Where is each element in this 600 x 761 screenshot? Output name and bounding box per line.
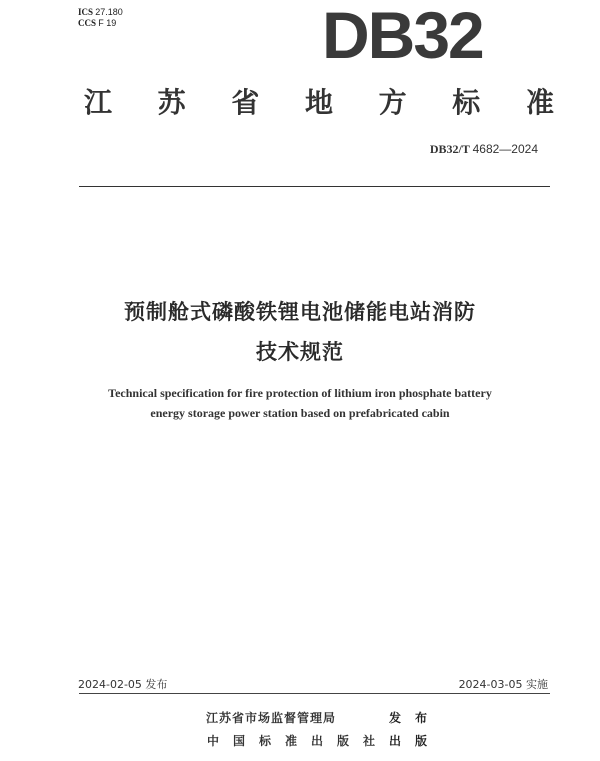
classification-codes [78,7,123,29]
publish-action: 出版 [389,734,442,748]
publish-date: 2024-02-05 发布 [78,678,168,691]
title-en-line2: energy storage power station based on prefabricated cabin [150,406,450,420]
title-cn-line1: 预制舱式磷酸铁锂电池储能电站消防 [124,300,476,324]
ccs-label: CCS [78,18,97,28]
standard-char: 地 [304,86,333,119]
standard-char: 江 [84,86,113,119]
implement-date: 2024-03-05 实施 [458,678,548,691]
ics-code: 27.180 [95,7,123,17]
standard-type-title [84,85,554,121]
standard-char: 苏 [157,86,186,119]
standard-number [430,142,538,157]
title-en-line1: Technical specification for fire protection of lithium iron phosphate battery [108,386,492,400]
standard-char: 省 [231,86,260,119]
ics-label: ICS [78,7,94,17]
standard-number-prefix: DB32/T [429,142,470,156]
issue-action: 发布 [389,711,442,725]
publisher: 中国标准出版社 [207,734,390,748]
standard-number-digits: 4682—2024 [472,142,538,156]
standard-char: 准 [525,86,554,119]
header-divider [79,186,550,187]
title-cn-line2: 技术规范 [256,340,344,364]
standard-char: 标 [452,86,481,119]
footer-divider [79,693,550,694]
issuing-authority: 江苏省市场监督管理局 [206,711,337,725]
ccs-code: F 19 [98,18,117,28]
ccs-line [78,18,123,29]
standard-char: 方 [378,86,407,119]
ics-line [78,7,123,18]
db32-logo: DB32 [322,0,483,72]
